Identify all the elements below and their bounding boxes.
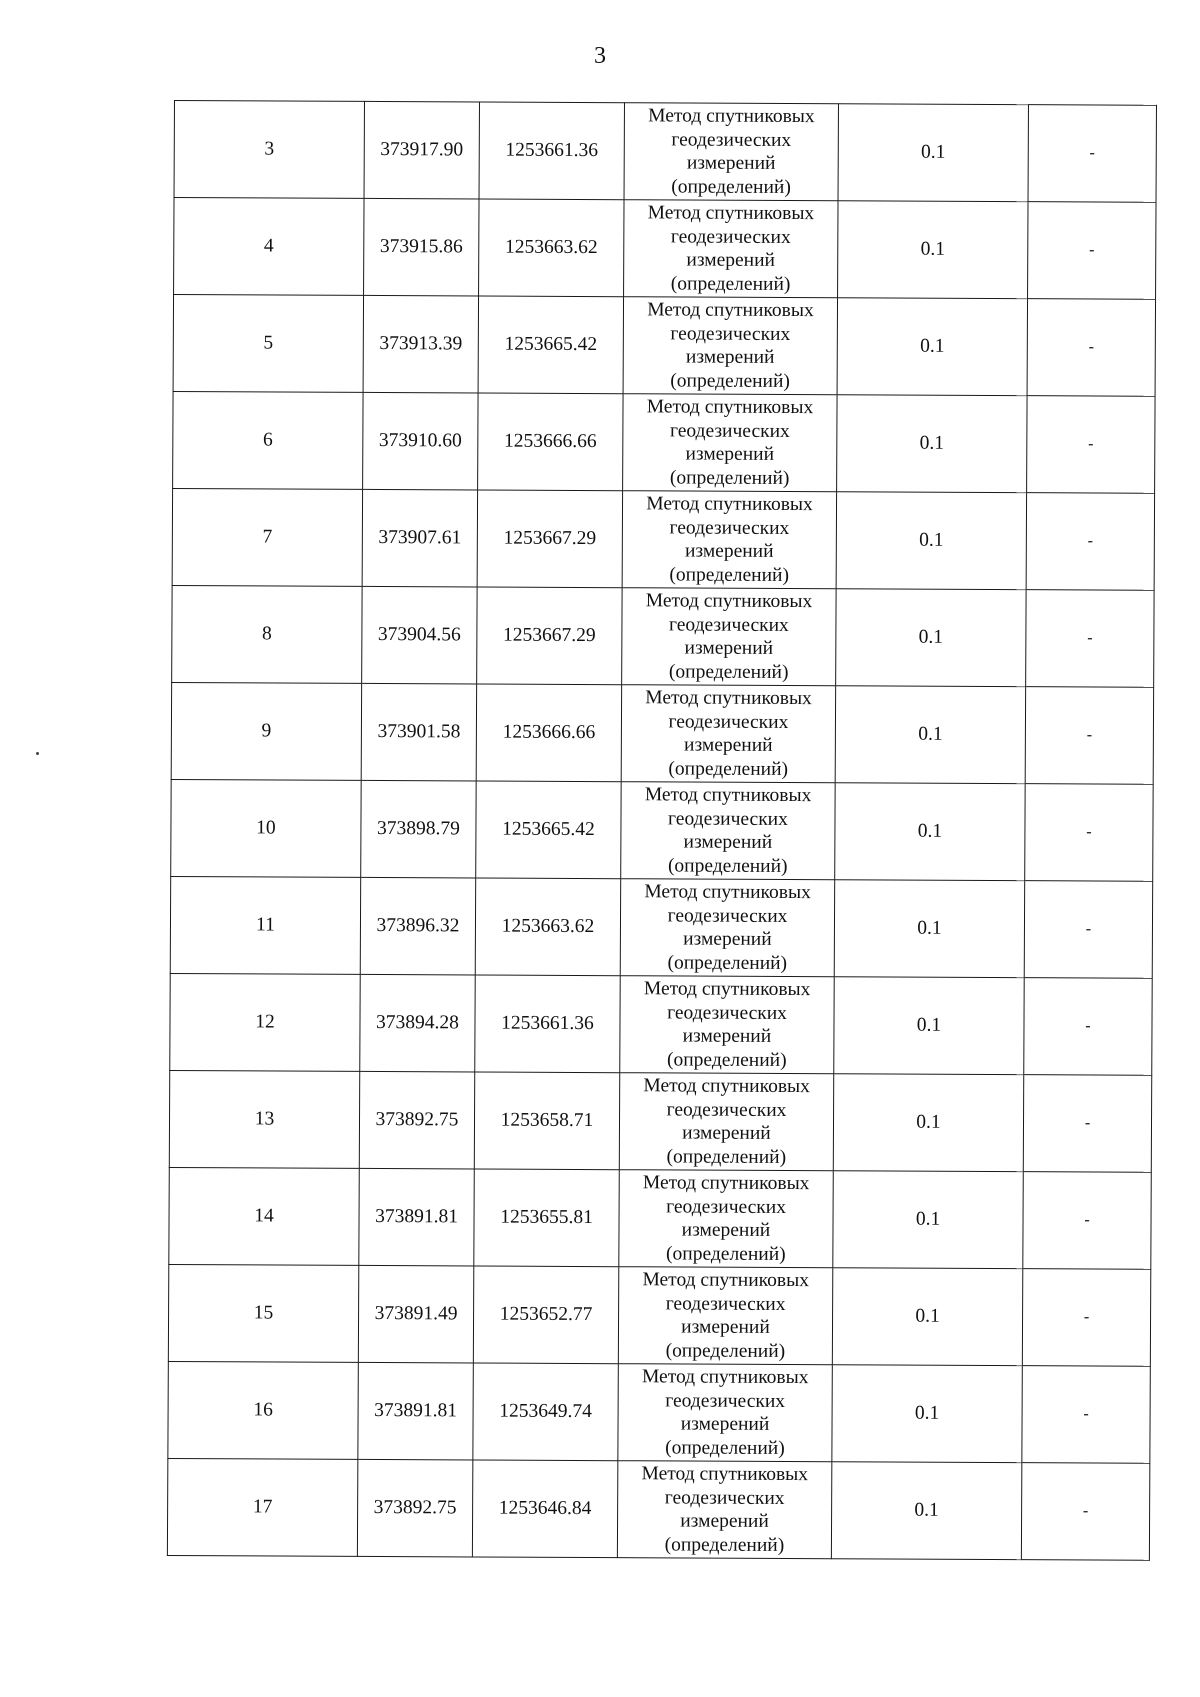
point-number-cell: 10 [171,779,361,877]
page-number: 3 [594,43,606,69]
x-coordinate-cell: 373891.81 [358,1362,473,1460]
method-line: измерений [683,928,772,950]
method-line: (определений) [665,1339,786,1362]
method-line: геодезических [669,419,790,442]
coordinates-table [167,100,1157,1561]
y-coordinate-cell: 1253663.62 [479,199,624,297]
method-line: геодезических [667,1001,788,1024]
point-number-cell: 9 [171,682,361,780]
method-line: геодезических [671,128,792,151]
y-coordinate-cell: 1253661.36 [475,975,620,1073]
table-row [172,585,1154,687]
method-line: геодезических [668,807,788,830]
method-line: (определений) [670,369,790,392]
note-cell: - [1028,105,1156,203]
table-row [171,682,1153,784]
x-coordinate-cell: 373891.49 [358,1265,473,1363]
table-row [168,1264,1150,1366]
table-row [173,295,1155,397]
method-line: измерений [681,1219,771,1241]
method-line: геодезических [665,1389,786,1412]
point-number-cell: 8 [172,585,362,683]
method-cell [621,782,835,880]
method-line: геодезических [668,613,789,636]
method-cell [620,976,834,1074]
method-line: Метод спутниковых [644,784,812,807]
method-cell [620,879,834,977]
method-line: Метод спутниковых [641,1366,809,1389]
method-line: геодезических [666,1195,787,1218]
point-number-cell: 15 [168,1264,358,1362]
note-cell: - [1026,493,1154,591]
x-coordinate-cell: 373898.79 [361,780,476,878]
point-number-cell: 16 [168,1361,358,1459]
accuracy-cell: 0.1 [832,1268,1022,1366]
method-line: измерений [684,734,773,756]
accuracy-cell: 0.1 [835,783,1025,881]
method-line: геодезических [666,1098,787,1121]
method-line: измерений [686,152,776,174]
table-row [173,391,1155,493]
point-number-cell: 17 [167,1458,357,1556]
method-line: измерений [684,637,774,659]
method-line: Метод спутниковых [648,105,815,128]
method-cell [618,1267,832,1365]
accuracy-cell: 0.1 [838,201,1028,299]
accuracy-cell: 0.1 [838,104,1028,202]
method-line: измерений [685,346,775,368]
x-coordinate-cell: 373904.56 [362,586,477,684]
note-cell: - [1028,202,1156,300]
method-line: (определений) [668,660,789,683]
y-coordinate-cell: 1253667.29 [477,490,622,588]
coordinates-table-body [167,101,1156,1561]
method-cell [618,1364,832,1462]
table-row [169,1167,1151,1269]
method-line: Метод спутниковых [643,1075,810,1098]
method-line: Метод спутниковых [644,881,811,904]
x-coordinate-cell: 373892.75 [357,1459,472,1557]
method-line: геодезических [669,516,790,539]
method-line: (определений) [670,272,791,295]
method-line: Метод спутниковых [643,978,811,1001]
method-cell [619,1073,833,1171]
note-cell: - [1024,978,1152,1076]
method-line: Метод спутниковых [646,493,813,516]
table-row [168,1361,1150,1463]
x-coordinate-cell: 373891.81 [359,1168,474,1266]
method-cell [624,200,838,298]
method-line: (определений) [671,175,791,198]
method-line: (определений) [667,854,788,877]
accuracy-cell: 0.1 [833,1074,1023,1172]
point-number-cell: 5 [173,295,363,393]
method-line: (определений) [666,1048,787,1071]
method-cell [623,394,837,492]
accuracy-cell: 0.1 [833,1171,1023,1269]
note-cell: - [1022,1366,1150,1464]
x-coordinate-cell: 373894.28 [360,974,475,1072]
note-cell: - [1027,396,1155,494]
y-coordinate-cell: 1253661.36 [479,102,624,200]
method-line: измерений [680,1413,770,1435]
x-coordinate-cell: 373917.90 [364,101,479,199]
note-cell: - [1026,590,1154,688]
method-line: измерений [680,1510,769,1532]
method-line: измерений [685,443,775,465]
y-coordinate-cell: 1253667.29 [477,587,622,685]
note-cell: - [1023,1172,1151,1270]
table-row [167,1458,1149,1560]
method-line: измерений [686,249,776,271]
method-cell [624,103,838,201]
table-row [172,488,1154,590]
y-coordinate-cell: 1253666.66 [476,684,621,782]
point-number-cell: 11 [170,876,360,974]
x-coordinate-cell: 373901.58 [361,683,476,781]
y-coordinate-cell: 1253665.42 [478,296,623,394]
accuracy-cell: 0.1 [836,492,1026,590]
method-line: Метод спутниковых [642,1172,810,1195]
y-coordinate-cell: 1253666.66 [478,393,623,491]
accuracy-cell: 0.1 [837,395,1027,493]
method-line: (определений) [669,563,790,586]
note-cell: - [1025,687,1153,785]
accuracy-cell: 0.1 [834,880,1024,978]
method-line: Метод спутниковых [645,687,812,710]
method-line: Метод спутниковых [642,1269,810,1292]
table-row [174,198,1156,300]
x-coordinate-cell: 373913.39 [363,295,478,393]
method-cell [622,491,836,589]
table-row [170,876,1152,978]
method-line: Метод спутниковых [641,1463,809,1486]
method-line: измерений [682,1025,772,1047]
point-number-cell: 4 [174,198,364,296]
point-number-cell: 14 [169,1167,359,1265]
point-number-cell: 6 [173,391,363,489]
table-row [171,779,1153,881]
method-line: измерений [684,540,774,562]
method-cell [622,588,836,686]
accuracy-cell: 0.1 [835,686,1025,784]
method-cell [619,1170,833,1268]
y-coordinate-cell: 1253655.81 [474,1169,619,1267]
x-coordinate-cell: 373910.60 [363,392,478,490]
method-line: Метод спутниковых [645,590,813,613]
y-coordinate-cell: 1253665.42 [476,781,621,879]
method-line: геодезических [664,1486,785,1509]
x-coordinate-cell: 373915.86 [364,198,479,296]
method-line: геодезических [668,710,789,733]
method-line: измерений [683,831,773,853]
method-line: (определений) [669,466,790,489]
method-line: геодезических [667,904,788,927]
note-cell: - [1021,1463,1149,1561]
accuracy-cell: 0.1 [832,1365,1022,1463]
y-coordinate-cell: 1253658.71 [474,1072,619,1170]
y-coordinate-cell: 1253646.84 [472,1460,617,1558]
method-line: геодезических [670,225,791,248]
method-line: Метод спутниковых [647,299,814,322]
y-coordinate-cell: 1253663.62 [475,878,620,976]
method-line: (определений) [666,1145,787,1168]
accuracy-cell: 0.1 [837,298,1027,396]
method-line: измерений [681,1316,770,1338]
note-cell: - [1027,299,1155,397]
accuracy-cell: 0.1 [834,977,1024,1075]
point-number-cell: 12 [170,973,360,1071]
method-line: Метод спутниковых [646,396,814,419]
accuracy-cell: 0.1 [836,589,1026,687]
x-coordinate-cell: 373892.75 [359,1071,474,1169]
method-line: измерений [682,1122,771,1144]
method-line: (определений) [666,1242,786,1265]
method-cell [617,1461,831,1559]
point-number-cell: 7 [172,488,362,586]
table-row [169,1070,1151,1172]
method-cell [621,685,835,783]
method-line: Метод спутниковых [647,202,815,225]
x-coordinate-cell: 373896.32 [360,877,475,975]
point-number-cell: 3 [174,101,364,199]
note-cell: - [1025,784,1153,882]
method-cell [623,297,837,395]
y-coordinate-cell: 1253652.77 [473,1266,618,1364]
margin-speck [36,752,39,755]
note-cell: - [1024,881,1152,979]
y-coordinate-cell: 1253649.74 [473,1363,618,1461]
method-line: (определений) [664,1533,785,1556]
method-line: геодезических [665,1292,786,1315]
table-row [170,973,1152,1075]
point-number-cell: 13 [169,1070,359,1168]
x-coordinate-cell: 373907.61 [362,489,477,587]
note-cell: - [1022,1269,1150,1367]
method-line: (определений) [668,757,789,780]
accuracy-cell: 0.1 [831,1462,1021,1560]
table-row [174,101,1156,203]
note-cell: - [1023,1075,1151,1173]
method-line: (определений) [665,1436,785,1459]
method-line: (определений) [667,951,788,974]
method-line: геодезических [670,322,791,345]
